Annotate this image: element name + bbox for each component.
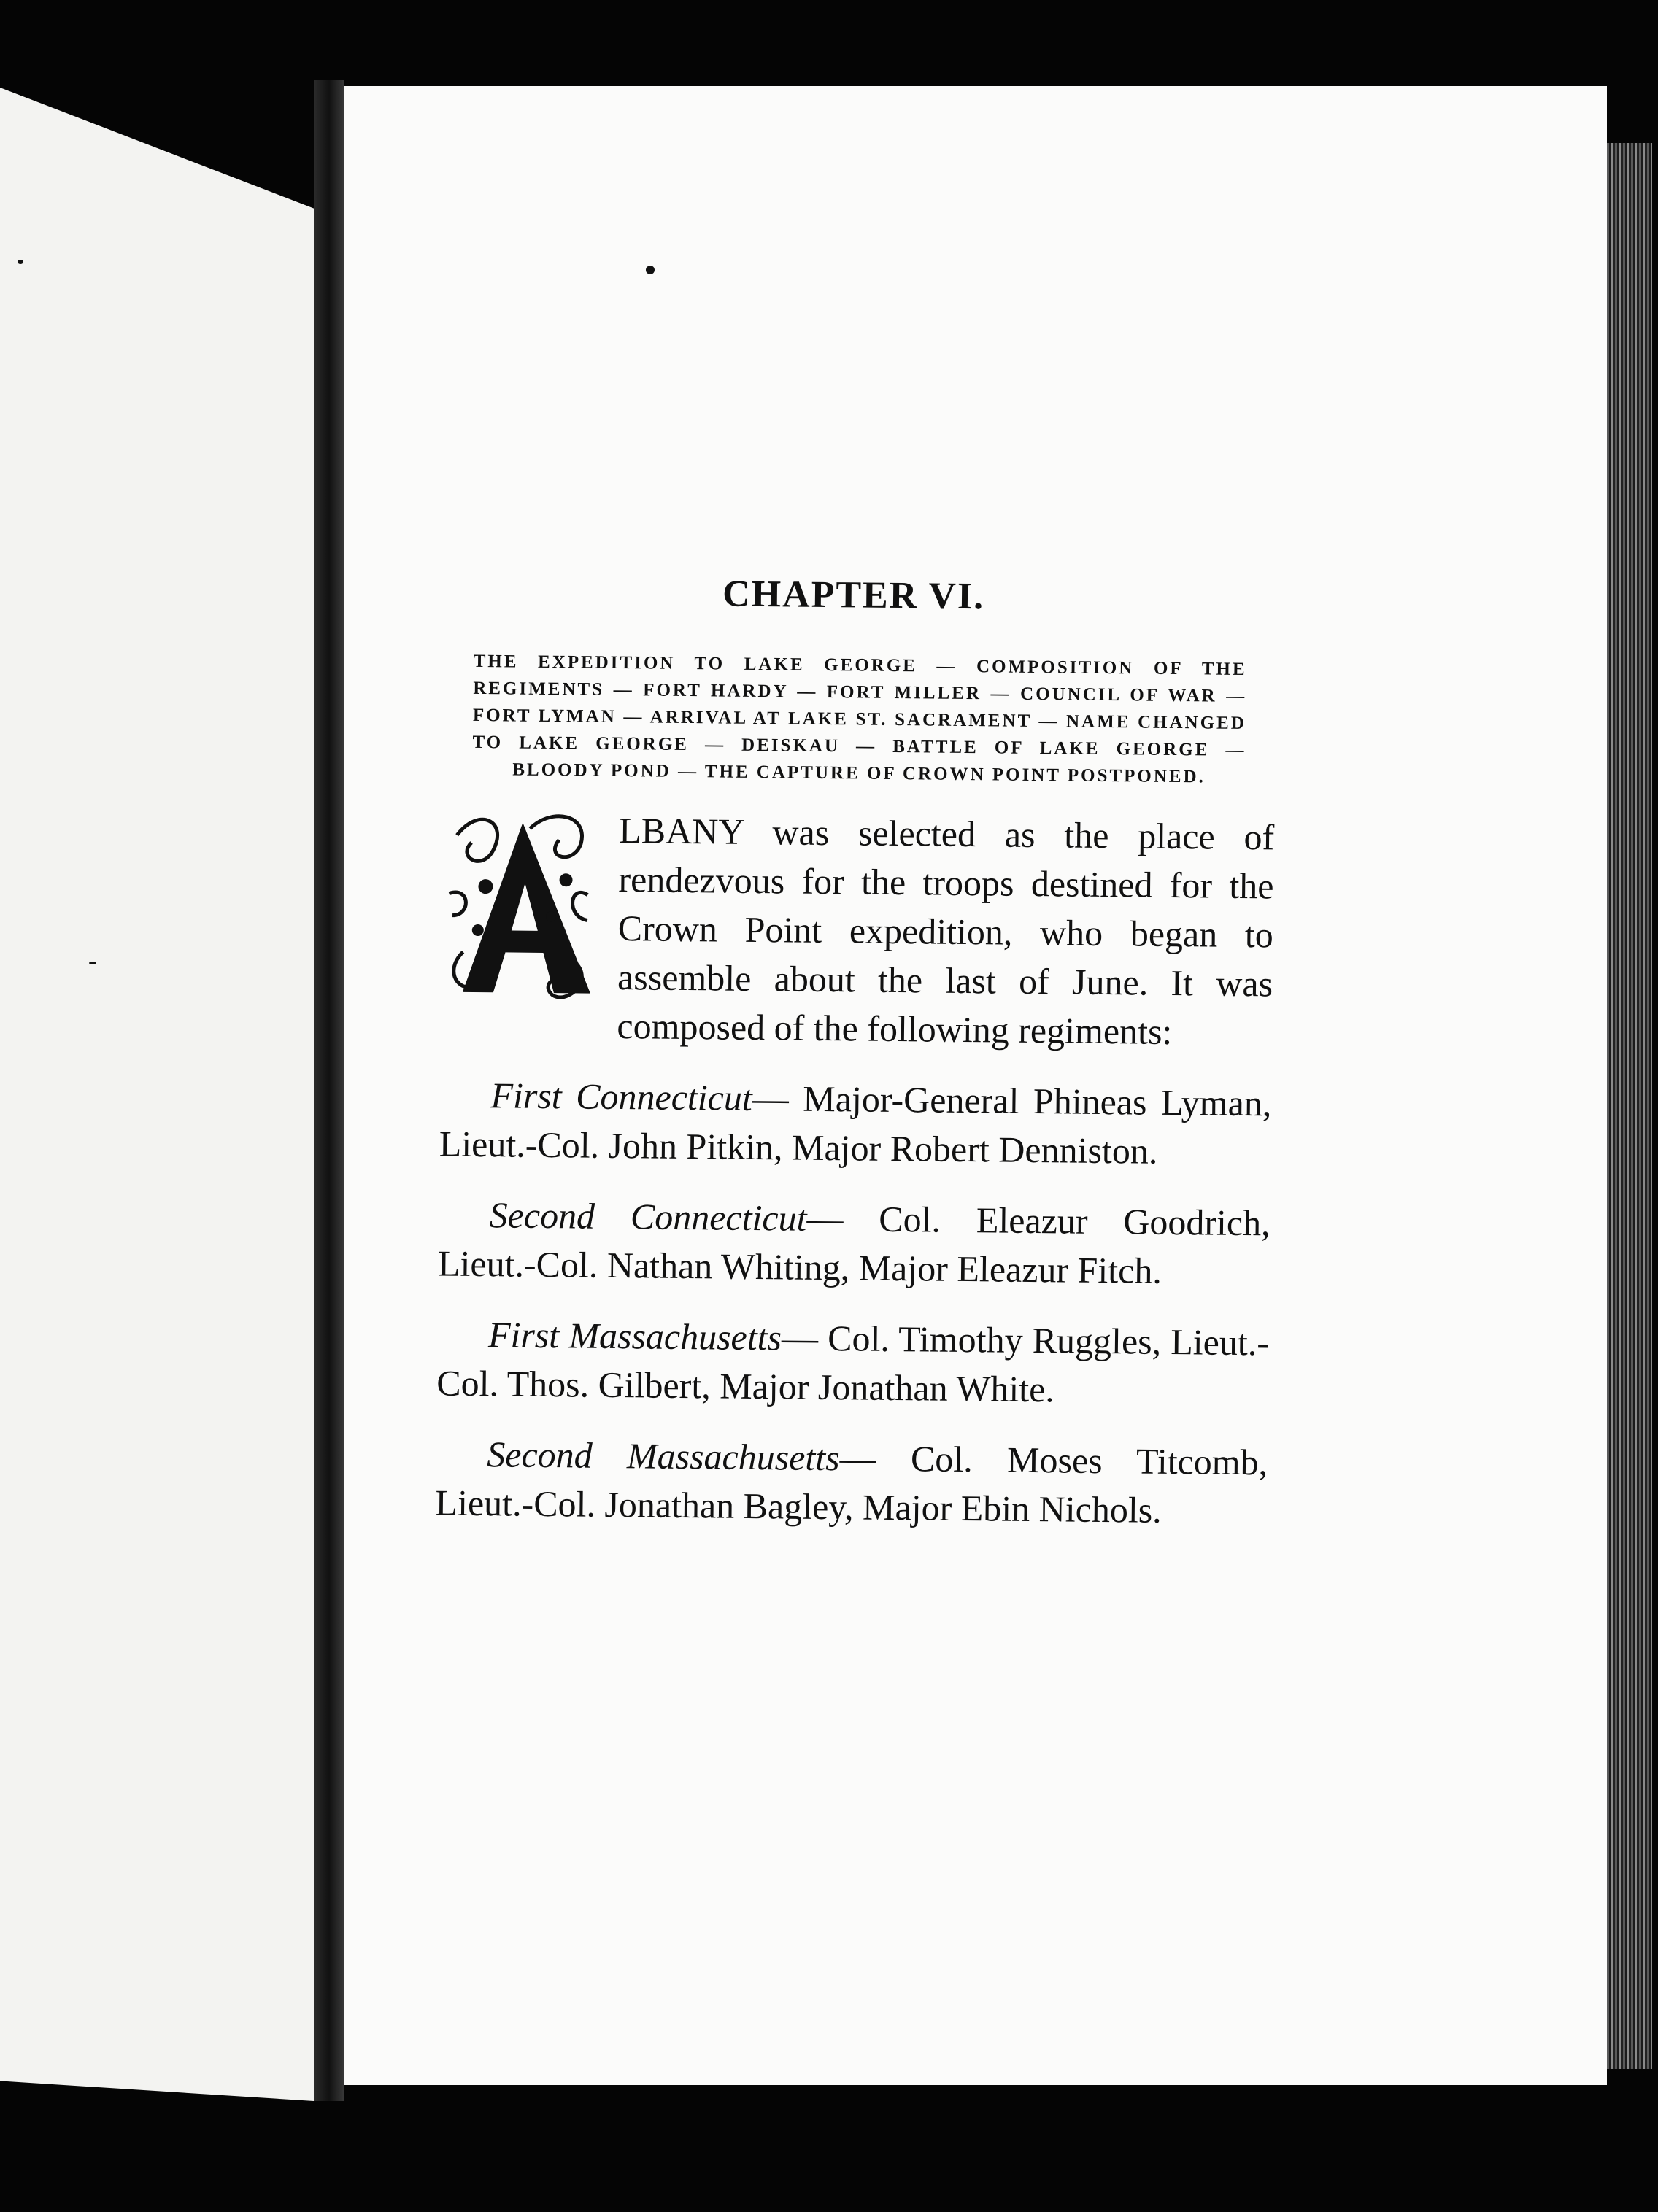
regiment-entry — [436, 1310, 1269, 1416]
page-edges — [1607, 143, 1652, 2069]
chapter-synopsis: THE EXPEDITION TO LAKE GEORGE — COMPOSITION OF THE REGIMENTS — FORT HARDY — FORT MILLER — COUNCIL OF WAR — FORT LYMAN — ARRIVAL AT LAKE ST. SACRAMENT — NAME CHANGED TO LAKE GEORGE — DEISKAU — BATTLE OF LAKE GEORGE — BLOODY POND — THE CAPTURE OF CROWN POINT POSTPONED. — [472, 651, 1247, 787]
regiment-entry — [435, 1429, 1268, 1536]
ink-speck — [18, 260, 23, 264]
intro-text: LBANY was selected as the place of rendezvous for the troops destined for the Crown Point expedition, who began to assemble about the last of June. It was composed of the following regiments: — [617, 810, 1275, 1052]
page-text-block — [398, 569, 1275, 1536]
regiment-entry — [439, 1070, 1271, 1177]
regiment-name: First Massachusetts — [487, 1314, 782, 1358]
ink-speck — [646, 266, 655, 274]
regiment-officers: — Col. Eleazur Goodrich, Lieut.-Col. Nathan Whiting, Major Eleazur Fitch. — [437, 1197, 1271, 1291]
regiment-officers: — Col. Timothy Ruggles, Lieut.-Col. Thos. Gilbert, Major Jonathan White. — [436, 1317, 1270, 1410]
regiment-name: First Connecticut — [490, 1075, 753, 1118]
left-page — [0, 88, 314, 2101]
regiment-name: Second Massachusetts — [487, 1434, 840, 1479]
ornamental-dropcap-icon — [441, 806, 604, 1006]
intro-paragraph — [440, 805, 1274, 1058]
book-spine — [314, 80, 344, 2101]
ink-speck — [89, 962, 96, 964]
chapter-heading: CHAPTER VI. — [722, 573, 985, 618]
regiment-name: Second Connecticut — [489, 1194, 807, 1239]
regiment-officers: — Col. Moses Titcomb, Lieut.-Col. Jonathan Bagley, Major Ebin Nichols. — [435, 1437, 1268, 1531]
chapter-body — [435, 805, 1274, 1536]
regiment-officers: — Major-General Phineas Lyman, Lieut.-Col. John Pitkin, Major Robert Denniston. — [439, 1077, 1272, 1172]
regiment-entry — [438, 1190, 1271, 1296]
